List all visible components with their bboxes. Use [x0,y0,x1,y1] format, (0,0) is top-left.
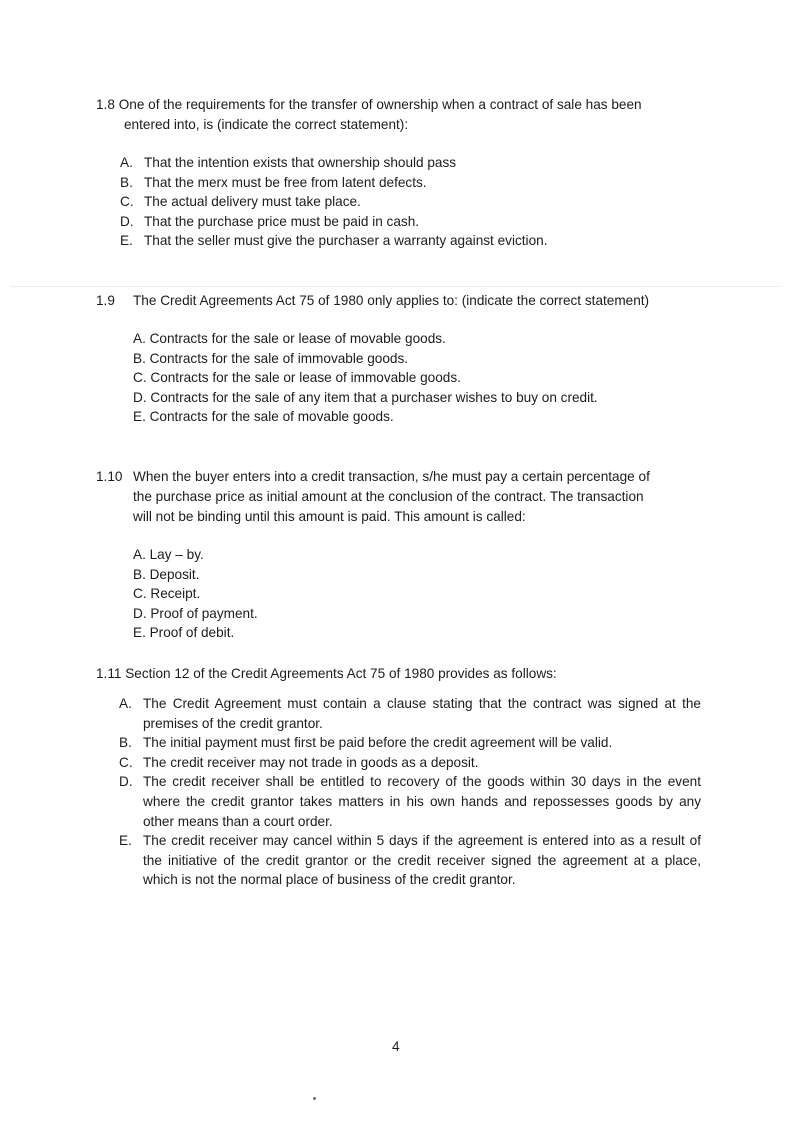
question-1-9-options [133,329,713,427]
option-b [119,733,701,753]
question-text-line-1: When the buyer enters into a credit transaction, s/he must pay a certain percentage of [133,469,650,484]
option-text: The credit receiver may not trade in goods as a deposit. [143,754,479,770]
option-text: That the intention exists that ownership should pass [144,155,457,170]
question-number: 1.8 [96,97,115,112]
option-b: B. Contracts for the sale of immovable goods. [133,350,409,366]
question-1-8-options [120,153,720,251]
option-text: The initial payment must first be paid before the credit agreement will be valid. [143,735,613,751]
option-letter: C. [120,194,134,210]
option-letter: B. [120,174,133,190]
option-letter: A. [119,696,132,711]
page-number: 4 [392,1039,400,1054]
divider-line [10,286,780,287]
option-letter: D. [119,774,133,790]
question-1-11-stem [96,664,716,684]
question-text: Section 12 of the Credit Agreements Act 75 of 1980 provides as follows: [125,666,557,681]
option-d: D. Proof of payment. [133,605,258,621]
option-text: The Credit Agreement must contain a clause stating that the contract was signed at the premises of the credit grantor. [143,696,701,731]
option-text: The actual delivery must take place. [144,194,361,210]
option-text: The credit receiver shall be entitled to recovery of the goods within 30 days in the event where the credit grantor takes matters in his own hands and repossesses goods by any other means than a court order. [143,774,701,829]
option-c [119,753,701,773]
option-letter: A. [120,155,133,170]
option-d [120,212,720,232]
option-letter: B. [119,735,132,751]
option-d [119,772,701,831]
question-1-11-options [119,694,701,890]
question-1-8-line-1 [96,95,716,115]
option-letter: E. [119,833,132,849]
question-text-line-3: will not be binding until this amount is paid. This amount is called: [133,509,526,524]
option-b [120,173,720,193]
question-1-10-options [133,545,713,643]
question-1-8-stem [96,95,716,135]
option-letter: C. [119,754,133,770]
option-c: C. Contracts for the sale or lease of immovable goods. [133,370,461,386]
question-text-line-2: the purchase price as initial amount at the conclusion of the contract. The transaction [133,489,644,504]
question-1-10-stem [96,467,716,527]
option-c [120,192,720,212]
option-e: E. Proof of debit. [133,625,235,641]
option-text: That the merx must be free from latent defects. [144,174,427,190]
option-text: That the purchase price must be paid in cash. [144,213,420,229]
option-e [119,831,701,890]
question-text: One of the requirements for the transfer of ownership when a contract of sale has been [118,97,642,112]
option-e [120,231,720,251]
question-1-9-stem [96,291,716,311]
question-number: 1.9 [96,293,115,308]
option-c: C. Receipt. [133,586,201,602]
option-letter: E. [120,233,133,249]
option-e: E. Contracts for the sale of movable goods. [133,409,394,425]
option-a [119,694,701,733]
option-a [120,153,720,173]
option-b: B. Deposit. [133,566,200,582]
option-letter: D. [120,213,134,229]
question-number: 1.11 [96,666,122,681]
option-d: D. Contracts for the sale of any item that a purchaser wishes to buy on credit. [133,389,598,405]
option-text: That the seller must give the purchaser a warranty against eviction. [144,233,548,249]
option-a: A. Contracts for the sale or lease of movable goods. [133,331,446,346]
scan-speck [313,1097,316,1100]
option-text: The credit receiver may cancel within 5 days if the agreement is entered into as a result of the initiative of the credit grantor or the credit receiver signed the agreement at a place, which is not the normal place of business of the credit grantor. [143,833,701,888]
question-1-8-line-2: entered into, is (indicate the correct statement): [124,117,409,132]
option-a: A. Lay – by. [133,547,204,562]
question-number: 1.10 [96,469,123,484]
question-text: The Credit Agreements Act 75 of 1980 only applies to: (indicate the correct statement) [133,293,650,308]
